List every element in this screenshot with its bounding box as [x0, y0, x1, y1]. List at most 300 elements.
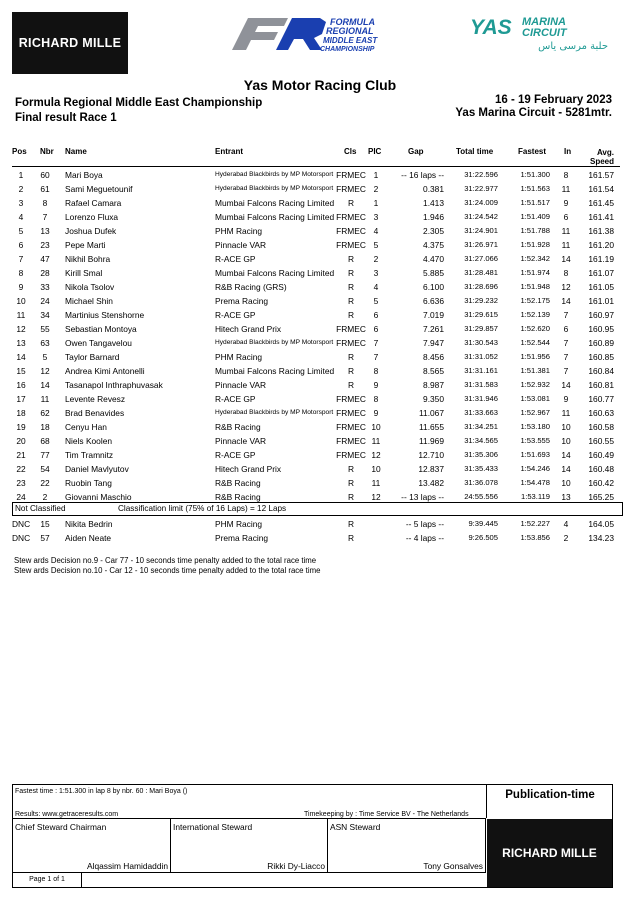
cell-nbr: 5 — [42, 352, 48, 362]
cell-total-time: 31:27.066 — [464, 254, 498, 263]
arabic-text: حلبة مرسى ياس — [538, 41, 608, 52]
cell-fastest: 1:53.119 — [521, 492, 550, 501]
circuit-text: CIRCUIT — [522, 27, 567, 39]
col-cls: Cls — [344, 147, 357, 156]
cell-name: Aiden Neate — [65, 533, 112, 543]
cell-fastest: 1:51.948 — [520, 282, 550, 291]
cell-cls: R — [347, 254, 355, 264]
cell-cls: FRMEC — [336, 394, 366, 404]
cell-nbr: 12 — [40, 366, 50, 376]
cell-speed: 160.77 — [588, 394, 614, 404]
cell-pos: 15 — [16, 366, 26, 376]
cell-name: Andrea Kimi Antonelli — [65, 366, 145, 376]
cell-in: 11 — [561, 408, 571, 418]
cell-total-time: 31:24.901 — [464, 226, 498, 235]
cell-name: Cenyu Han — [65, 422, 107, 432]
cell-entrant: R&B Racing — [215, 478, 261, 488]
cell-entrant: R&B Racing — [215, 422, 261, 432]
cell-name: Brad Benavides — [65, 408, 125, 418]
cell-fastest: 1:53.180 — [520, 422, 550, 431]
cell-cls: FRMEC — [336, 450, 366, 460]
cell-entrant: R-ACE GP — [215, 450, 256, 460]
cell-cls: FRMEC — [336, 184, 366, 194]
cell-pic: 6 — [373, 324, 379, 334]
championship-title: Formula Regional Middle East Championship — [15, 97, 263, 109]
col-in: In — [564, 147, 572, 156]
cell-name: Owen Tangavelou — [65, 338, 132, 348]
not-classified-bar — [12, 502, 623, 516]
cell-name: Sebastian Montoya — [65, 324, 137, 334]
result-row — [0, 434, 640, 448]
cell-name: Ruobin Tang — [65, 478, 112, 488]
cell-name: Nikhil Bohra — [65, 254, 111, 264]
header-divider — [12, 166, 620, 167]
cell-total-time: 31:31.946 — [464, 394, 498, 403]
cell-gap: -- 4 laps -- — [405, 533, 444, 543]
cell-entrant: PHM Racing — [215, 519, 263, 529]
cell-gap: 6.100 — [423, 282, 444, 292]
steward-title: ASN Steward — [330, 822, 381, 832]
publication-time — [486, 785, 613, 818]
cell-speed: 161.01 — [588, 296, 614, 306]
cell-gap: 2.305 — [423, 226, 444, 236]
cell-entrant: Hyderabad Blackbirds by MP Motorsport — [215, 185, 334, 192]
cell-speed: 161.07 — [588, 268, 614, 278]
cell-entrant: PHM Racing — [215, 352, 263, 362]
cell-total-time: 31:31.583 — [464, 380, 498, 389]
cell-speed: 160.49 — [588, 450, 614, 460]
cell-cls: FRMEC — [336, 240, 366, 250]
cell-pos: 12 — [16, 324, 26, 334]
cell-nbr: 63 — [40, 338, 50, 348]
cell-gap: 8.987 — [423, 380, 444, 390]
cell-pic: 10 — [371, 422, 381, 432]
cell-fastest: 1:51.563 — [520, 184, 550, 193]
cell-fastest: 1:52.139 — [520, 310, 550, 319]
cell-in: 14 — [561, 254, 571, 264]
cell-gap: 11.655 — [419, 422, 444, 432]
cell-total-time: 31:36.078 — [464, 478, 498, 487]
cell-pic: 5 — [373, 296, 379, 306]
cell-cls: R — [347, 464, 355, 474]
cell-entrant: Hitech Grand Prix — [215, 464, 282, 474]
cell-pos: 8 — [18, 268, 24, 278]
cell-pic: 10 — [371, 464, 381, 474]
cell-gap: 0.381 — [423, 184, 444, 194]
cell-nbr: 8 — [42, 198, 48, 208]
cell-entrant: Pinnacle VAR — [215, 380, 267, 390]
cell-gap: 12.710 — [418, 450, 444, 460]
cell-total-time: 31:31.161 — [464, 366, 498, 375]
fastest-time-note: Fastest time : 1:51.300 in lap 8 by nbr. 60 : Mari Boya () — [15, 788, 188, 795]
cell-in: 11 — [561, 184, 571, 194]
cell-nbr: 28 — [40, 268, 50, 278]
cell-pic: 12 — [371, 450, 381, 460]
cell-cls: R — [347, 310, 355, 320]
cell-in: 12 — [561, 282, 571, 292]
cell-pic: 8 — [373, 394, 379, 404]
cell-total-time: 31:26.971 — [464, 240, 498, 249]
yas-text: YAS — [470, 16, 512, 39]
cell-pos: 6 — [18, 240, 24, 250]
cell-pos: 7 — [18, 254, 24, 264]
cell-speed: 160.63 — [588, 408, 614, 418]
timekeeping-note: Timekeeping by : Time Service BV - The Netherlands — [304, 811, 469, 818]
cell-cls: FRMEC — [336, 324, 366, 334]
cell-nbr: 61 — [40, 184, 50, 194]
cell-entrant: Mumbai Falcons Racing Limited — [215, 198, 335, 208]
result-row — [0, 224, 640, 238]
cell-in: 7 — [563, 352, 569, 362]
cell-name: Giovanni Maschio — [65, 492, 132, 502]
cell-pic: 11 — [371, 478, 381, 488]
steward-title: International Steward — [173, 822, 253, 832]
cell-entrant: Mumbai Falcons Racing Limited — [215, 212, 335, 222]
col-speed-label: Speed — [589, 157, 614, 166]
cell-nbr: 47 — [40, 254, 50, 264]
cell-pos: 5 — [18, 226, 24, 236]
cell-nbr: 54 — [40, 464, 50, 474]
cell-total-time: 31:28.481 — [464, 268, 498, 277]
footer-bottom-divider — [13, 872, 486, 873]
cell-name: Daniel Mavlyutov — [65, 464, 129, 474]
result-row — [0, 168, 640, 182]
col-avg-speed — [574, 148, 614, 166]
cell-name: Tim Tramnitz — [65, 450, 114, 460]
col-total-time: Total time — [456, 147, 494, 156]
footer-logo-text: RICHARD MILLE — [502, 846, 597, 860]
cell-cls: FRMEC — [336, 436, 366, 446]
cell-cls: R — [347, 366, 355, 376]
result-row — [0, 392, 640, 406]
cell-in: 6 — [563, 324, 569, 334]
col-avg-label: Avg. — [596, 148, 614, 157]
cell-cls: FRMEC — [336, 338, 366, 348]
cell-name: Martinius Stenshorne — [65, 310, 145, 320]
cell-entrant: R-ACE GP — [215, 394, 256, 404]
cell-name: Tasanapol Inthraphuvasak — [65, 380, 163, 390]
cell-total-time: 31:34.565 — [464, 436, 498, 445]
cell-gap: 13.482 — [418, 478, 444, 488]
cell-nbr: 18 — [40, 422, 50, 432]
cell-speed: 134.23 — [588, 533, 614, 543]
cell-cls: FRMEC — [336, 226, 366, 236]
steward-title: Chief Steward Chairman — [15, 822, 107, 832]
result-row — [0, 476, 640, 490]
cell-pic: 9 — [373, 408, 379, 418]
yas-marina-circuit-logo — [470, 14, 610, 52]
cell-nbr: 13 — [40, 226, 50, 236]
fr-logo-line3: MIDDLE EAST — [323, 36, 378, 45]
cell-pos: 1 — [18, 170, 24, 180]
cell-pos: DNC — [12, 519, 31, 529]
chief-steward-box — [13, 819, 171, 872]
cell-name: Nikita Bedrin — [65, 519, 113, 529]
cell-entrant: Hitech Grand Prix — [215, 324, 282, 334]
cell-cls: R — [347, 282, 355, 292]
cell-pic: 8 — [373, 366, 379, 376]
cell-fastest: 1:51.409 — [520, 212, 550, 221]
asn-steward-box — [328, 819, 486, 872]
cell-fastest: 1:52.932 — [520, 380, 550, 389]
cell-entrant: R-ACE GP — [215, 310, 256, 320]
cell-gap: 5.885 — [423, 268, 444, 278]
cell-entrant: Mumbai Falcons Racing Limited — [215, 268, 335, 278]
result-row — [0, 336, 640, 350]
cell-fastest: 1:51.300 — [520, 170, 550, 179]
cell-in: 13 — [561, 492, 571, 502]
cell-in: 8 — [563, 268, 569, 278]
cell-total-time: 31:35.433 — [464, 464, 498, 473]
cell-cls: R — [347, 478, 355, 488]
cell-fastest: 1:54.246 — [520, 464, 550, 473]
cell-speed: 160.81 — [588, 380, 614, 390]
cell-gap: 11.067 — [419, 408, 444, 418]
cell-pic: 2 — [373, 254, 379, 264]
cell-pos: 14 — [16, 352, 26, 362]
cell-pos: 24 — [16, 492, 26, 502]
cell-speed: 161.41 — [588, 212, 614, 222]
cell-fastest: 1:52.175 — [520, 296, 550, 305]
cell-total-time: 31:30.543 — [464, 338, 498, 347]
cell-total-time: 31:28.696 — [464, 282, 498, 291]
cell-speed: 161.45 — [588, 198, 614, 208]
international-steward-box — [171, 819, 328, 872]
cell-cls: FRMEC — [336, 408, 366, 418]
col-name: Name — [65, 147, 87, 156]
result-row — [0, 462, 640, 476]
result-row — [0, 350, 640, 364]
cell-pos: 20 — [16, 436, 26, 446]
result-row — [0, 196, 640, 210]
fr-logo-line1: FORMULA — [330, 17, 375, 27]
cell-speed: 160.58 — [588, 422, 614, 432]
cell-gap: 7.019 — [423, 310, 444, 320]
result-row — [0, 420, 640, 434]
cell-total-time: 31:34.251 — [464, 422, 498, 431]
cell-cls: FRMEC — [336, 212, 366, 222]
cell-in: 10 — [561, 422, 571, 432]
cell-total-time: 31:24.542 — [464, 212, 498, 221]
cell-in: 7 — [563, 310, 569, 320]
cell-in: 14 — [561, 296, 571, 306]
cell-cls: FRMEC — [336, 170, 366, 180]
cell-nbr: 24 — [40, 296, 50, 306]
cell-total-time: 31:22.596 — [464, 170, 498, 179]
cell-nbr: 14 — [40, 380, 50, 390]
col-gap: Gap — [408, 147, 424, 156]
result-row — [0, 322, 640, 336]
cell-name: Kirill Smal — [65, 268, 103, 278]
cell-total-time: 31:29.857 — [464, 324, 498, 333]
results-table — [0, 168, 640, 504]
dnc-table — [0, 517, 640, 545]
cell-pic: 1 — [373, 198, 379, 208]
cell-gap: 8.565 — [423, 366, 444, 376]
cell-fastest: 1:54.478 — [520, 478, 550, 487]
cell-fastest: 1:52.342 — [520, 254, 550, 263]
cell-nbr: 7 — [42, 212, 48, 222]
cell-pos: 19 — [16, 422, 26, 432]
result-row — [0, 308, 640, 322]
cell-pos: 18 — [16, 408, 26, 418]
result-row — [0, 210, 640, 224]
cell-pic: 4 — [373, 226, 379, 236]
not-classified-label: Not Classified — [15, 504, 66, 513]
cell-entrant: Prema Racing — [215, 296, 269, 306]
result-row — [0, 448, 640, 462]
col-entrant: Entrant — [215, 147, 243, 156]
cell-pic: 4 — [373, 282, 379, 292]
cell-pos: 21 — [16, 450, 26, 460]
publication-label: Publication-time — [505, 789, 595, 801]
cell-nbr: 68 — [40, 436, 50, 446]
cell-speed: 161.38 — [588, 226, 614, 236]
cell-fastest: 1:53.081 — [520, 394, 550, 403]
result-row — [0, 406, 640, 420]
cell-name: Michael Shin — [65, 296, 113, 306]
cell-in: 6 — [563, 212, 569, 222]
cell-in: 10 — [561, 436, 571, 446]
cell-entrant: Pinnacle VAR — [215, 240, 267, 250]
fr-logo-line2: REGIONAL — [326, 26, 374, 36]
cell-pos: 4 — [18, 212, 24, 222]
cell-total-time: 31:33.663 — [464, 408, 498, 417]
col-fastest: Fastest — [518, 147, 547, 156]
stewards-decision-1: Stew ards Decision no.9 - Car 77 - 10 seconds time penalty added to the total race time — [14, 556, 317, 565]
cell-nbr: 77 — [40, 450, 50, 460]
cell-gap: 4.470 — [423, 254, 444, 264]
cell-cls: R — [347, 352, 355, 362]
cell-cls: FRMEC — [336, 422, 366, 432]
cell-fastest: 1:53.555 — [520, 436, 550, 445]
cell-fastest: 1:51.974 — [520, 268, 550, 277]
cell-total-time: 31:24.009 — [464, 198, 498, 207]
cell-nbr: 23 — [40, 240, 50, 250]
cell-pos: DNC — [12, 533, 31, 543]
cell-gap: 7.261 — [423, 324, 444, 334]
stewards-decision-2: Stew ards Decision no.10 - Car 12 - 10 seconds time penalty added to the total race time — [14, 566, 321, 575]
cell-cls: R — [347, 268, 355, 278]
cell-cls: R — [347, 533, 355, 543]
cell-speed: 160.95 — [588, 324, 614, 334]
cell-speed: 161.20 — [588, 240, 614, 250]
cell-gap: 4.375 — [423, 240, 444, 250]
dnc-row — [0, 531, 640, 545]
cell-in: 7 — [563, 338, 569, 348]
cell-in: 11 — [561, 226, 571, 236]
cell-speed: 160.42 — [588, 478, 614, 488]
dnc-row — [0, 517, 640, 531]
cell-nbr: 62 — [40, 408, 50, 418]
steward-name: Tony Gonsalves — [423, 861, 483, 871]
cell-total-time: 9:39.445 — [468, 519, 498, 528]
cell-pos: 11 — [16, 310, 26, 320]
cell-pos: 23 — [16, 478, 26, 488]
classification-limit: Classification limit (75% of 16 Laps) = 12 Laps — [118, 504, 287, 513]
cell-pic: 6 — [373, 310, 379, 320]
richard-mille-footer-logo — [487, 819, 612, 887]
cell-in: 9 — [563, 394, 569, 404]
cell-in: 14 — [561, 464, 571, 474]
cell-in: 14 — [561, 450, 571, 460]
cell-cls: R — [347, 380, 355, 390]
cell-in: 14 — [561, 380, 571, 390]
cell-speed: 160.55 — [588, 436, 614, 446]
cell-nbr: 55 — [40, 324, 50, 334]
result-row — [0, 238, 640, 252]
cell-name: Rafael Camara — [65, 198, 122, 208]
cell-in: 9 — [563, 198, 569, 208]
steward-name: Rikki Dy-Liacco — [267, 861, 325, 871]
result-row — [0, 266, 640, 280]
cell-fastest: 1:51.517 — [520, 198, 550, 207]
cell-in: 4 — [563, 519, 569, 529]
cell-entrant: Mumbai Falcons Racing Limited — [215, 366, 335, 376]
result-row — [0, 252, 640, 266]
cell-fastest: 1:52.544 — [520, 338, 550, 347]
event-date: 16 - 19 February 2023 — [495, 94, 612, 106]
steward-name: Alqassim Hamidaddin — [87, 861, 168, 871]
cell-fastest: 1:51.956 — [520, 352, 550, 361]
cell-pic: 12 — [371, 492, 381, 502]
cell-cls: R — [347, 198, 355, 208]
cell-entrant: Hyderabad Blackbirds by MP Motorsport — [215, 339, 334, 346]
result-row — [0, 378, 640, 392]
cell-nbr: 2 — [42, 492, 48, 502]
cell-speed: 161.19 — [588, 254, 614, 264]
cell-entrant: R&B Racing — [215, 492, 261, 502]
cell-nbr: 22 — [40, 478, 50, 488]
cell-entrant: Prema Racing — [215, 533, 269, 543]
cell-name: Taylor Barnard — [65, 352, 120, 362]
cell-total-time: 31:31.052 — [464, 352, 498, 361]
marina-text: MARINA — [522, 16, 566, 28]
cell-name: Joshua Dufek — [65, 226, 117, 236]
cell-cls: R — [347, 296, 355, 306]
cell-nbr: 15 — [40, 519, 50, 529]
cell-entrant: R&B Racing (GRS) — [215, 282, 287, 292]
cell-gap: 7.947 — [423, 338, 444, 348]
cell-name: Lorenzo Fluxa — [65, 212, 119, 222]
cell-speed: 161.05 — [588, 282, 614, 292]
cell-in: 11 — [561, 240, 571, 250]
col-pos: Pos — [12, 147, 27, 156]
cell-nbr: 34 — [40, 310, 50, 320]
cell-speed: 160.48 — [588, 464, 614, 474]
cell-nbr: 11 — [40, 394, 50, 404]
result-row — [0, 182, 640, 196]
col-nbr: Nbr — [40, 147, 54, 156]
cell-gap: -- 13 laps -- — [401, 492, 444, 502]
cell-name: Sami Meguetounif — [65, 184, 133, 194]
formula-regional-logo — [226, 14, 398, 56]
cell-name: Nikola Tsolov — [65, 282, 115, 292]
cell-entrant: Pinnacle VAR — [215, 436, 267, 446]
cell-in: 7 — [563, 366, 569, 376]
cell-name: Pepe Marti — [65, 240, 106, 250]
cell-speed: 160.85 — [588, 352, 614, 362]
cell-total-time: 24:55.556 — [464, 492, 498, 501]
cell-nbr: 60 — [40, 170, 50, 180]
cell-in: 10 — [561, 478, 571, 488]
cell-pic: 7 — [373, 338, 379, 348]
col-pic: PIC — [368, 147, 382, 156]
cell-gap: -- 16 laps -- — [401, 170, 444, 180]
page-number: Page 1 of 1 — [13, 873, 82, 887]
cell-nbr: 33 — [40, 282, 50, 292]
cell-entrant: R-ACE GP — [215, 254, 256, 264]
